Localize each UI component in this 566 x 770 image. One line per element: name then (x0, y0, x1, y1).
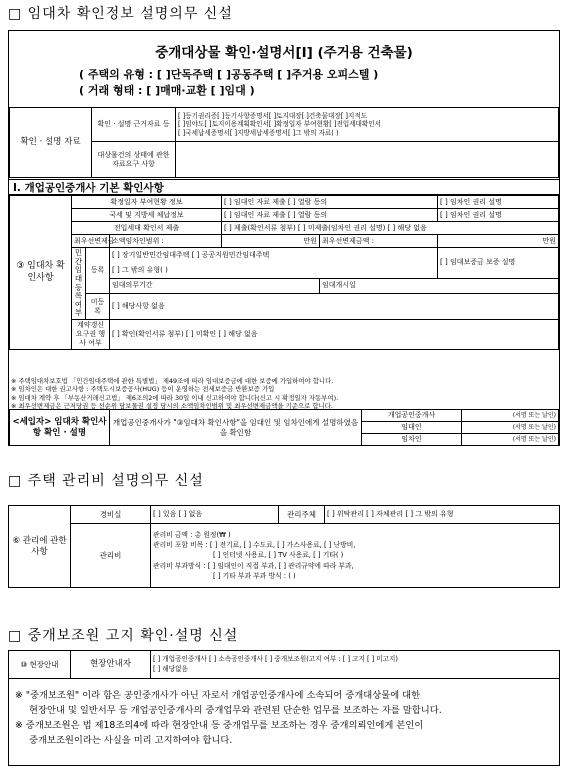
fee-method[interactable]: 관리비 부과방식 : [ ] 임대인이 직접 부과, [ ] 관리규약에 따라 부과, (153, 561, 354, 570)
confirm-title: <세입자> 임대차 확인사항 확인 · 설명 (10, 410, 110, 446)
fee-method[interactable]: [ ] 기타 부과 부과 방식 : ( ) (213, 571, 296, 580)
registered-label: 등록 (86, 248, 110, 294)
assistant-note: ※ "중개보조원" 이라 함은 공인중개사가 아닌 자로서 개업공인중개사에 소속되어 중개대상물에 대한 (15, 690, 421, 701)
row-option[interactable]: [ ] 임차인 권리 설명 (438, 196, 559, 209)
lease-form-box (8, 30, 560, 446)
section-title-assistant-notice: □ 중개보조원 고지 확인·설명 신설 (8, 628, 239, 644)
row-label: 전입세대 확인서 제출 (72, 222, 222, 235)
basis-item-line: [ ]등기권리증[ ]등기사항증명서[ ]토지대장[ ]건축물대장[ ]지적도 (178, 112, 368, 121)
assistant-note: 중개보조원이라는 사실을 미리 고지하여야 합니다. (29, 734, 233, 746)
role-agent: 개업공인중개사 (362, 410, 462, 422)
note-line: ※ 주택임대차보호법 「민간임대주택에 관한 특별법」 제49조에 따라 임대보증금에 대한 보증에 가입하여야 합니다. (11, 377, 334, 385)
management-label: ⑥ 관리에 관한사항 (9, 506, 71, 588)
field-guide-option[interactable]: [ ] 해당없음 (153, 664, 188, 673)
housing-type-line: ( 주택의 유형 : [ ]단독주택 [ ]공동주택 [ ]주거용 오피스텔 ) (79, 68, 379, 81)
note-line: ※ 임대차 계약 후 「부동산거래신고법」 제6조의2에 따라 30일 이내 신고하여야 합니다(신고 시 확정일자 자동부여). (11, 393, 339, 402)
manager-label: 관리주체 (279, 506, 325, 524)
row-option[interactable]: [ ] 제출(확인서류 첨부) [ ] 미제출(임차인 권리 설명) [ ] 해당 없음 (222, 222, 559, 235)
role-landlord: 임대인 (362, 422, 462, 434)
guard-label: 경비실 (71, 506, 151, 524)
unit-label: 만원 (438, 235, 559, 248)
section-title-lease-info: □ 임대차 확인정보 설명의무 신설 (8, 6, 233, 22)
field-guide-option[interactable]: [ ] 개업공인중개사 [ ] 소속공인중개사 [ ] 중개보조원(고지 여부 : [ ] 고지 [ ] 미고지) (153, 655, 398, 664)
unit-label: 만원 (222, 235, 320, 248)
signature-field[interactable]: (서명 또는 날인) (462, 434, 559, 446)
deposit-guarantee-option[interactable]: [ ] 임대보증금 보증 설명 (438, 248, 559, 279)
assistant-note: 현장안내 및 일반서무 등 개업공인중개사의 중개업무와 관련된 단순한 업무를 보조하는 자를 말합니다. (29, 704, 442, 716)
fee-items[interactable]: [ ] 인터넷 사용료, [ ] TV 사용료, [ ] 기타( ) (213, 551, 344, 560)
rental-start-label: 임대개시일 (320, 278, 559, 293)
basis-label: 확인 · 설명 자료 (10, 108, 92, 178)
field-guide-person-label: 현장안내자 (71, 651, 151, 679)
note-line: ※ 임차인은 대한 권고사항 : 주택도시보증공사(HUG) 등이 운영하는 전세보증금 반환보증 가입 (11, 385, 275, 394)
confirm-table (9, 409, 559, 446)
section-1-title: Ⅰ. 개업공인중개사 기본 확인사항 (9, 179, 559, 195)
lease-check-table (9, 195, 559, 350)
registered-option[interactable]: [ ] 그 밖의 유형( ) (110, 263, 438, 278)
unregistered-option[interactable]: [ ] 해당사항 없음 (110, 294, 559, 320)
basis-row1-label: 확인 · 설명 근거자료 등 (92, 108, 176, 142)
document-title: 중개대상물 확인·설명서[Ⅰ] (주거용 건축물) (155, 45, 413, 61)
row-label: 최우선변제금 (72, 235, 110, 248)
rental-period-label: 임대의무기간 (110, 278, 320, 293)
section-title-management-fee: □ 주택 관리비 설명의무 신설 (8, 473, 204, 489)
basis-item-line: [ ]임야도[ ]토지이용계획확인서[ ]확정일자 부여현황[ ]전입세대확인서 (178, 120, 382, 129)
row-label: 확정일자 부여현황 정보 (72, 196, 222, 209)
row-option[interactable]: [ ] 임차인 권리 설명 (438, 209, 559, 222)
basis-row2-label: 대상물건의 상태에 관한 자료요구 사항 (92, 142, 176, 178)
fee-label: 관리비 (71, 524, 151, 588)
renewal-label: 계약갱신 요구권 행사 여부 (72, 320, 110, 350)
assistant-note: ※ 중개보조원은 법 제18조의4에 따라 현장안내 등 중개업무를 보조하는 경우 중개의뢰인에게 본인이 (15, 719, 424, 731)
field-guide-label: ⑩ 현장안내 (9, 651, 71, 679)
management-table (8, 505, 560, 588)
renewal-option[interactable]: [ ] 확인(확인서류 첨부) [ ] 미확인 [ ] 해당 없음 (110, 320, 559, 350)
confirm-text: 개업공인중개사가 "③임대차 확인사항"을 임대인 및 임차인에게 설명하였음을 확인함 (110, 410, 362, 446)
basis-table (9, 107, 559, 178)
private-rental-label: 민간 임대 등록 여부 (72, 248, 86, 320)
field-guide-table (8, 650, 560, 679)
signature-field[interactable]: (서명 또는 날인) (462, 410, 559, 422)
unregistered-label: 미등록 (86, 294, 110, 320)
basis-row2-value[interactable] (176, 142, 559, 178)
deal-type-line: ( 거래 형태 : [ ]매매·교환 [ ]임대 ) (79, 84, 255, 97)
note-line: ※ 최우선변제금은 근저당권 등 선순위 담보물권 설정 당시의 소액임차인범위 및 최우선변제금액을 기준으로 합니다. (11, 401, 333, 410)
signature-field[interactable]: (서명 또는 날인) (462, 422, 559, 434)
fee-amount[interactable]: 관리비 금액 : 총 원정(₩ ) (153, 531, 231, 540)
registered-option[interactable]: [ ] 장기일반민간임대주택 [ ] 공공지원민간임대주택 (110, 248, 438, 263)
guard-option[interactable]: [ ] 있음 [ ] 없음 (151, 506, 279, 524)
priority-amount-label: 최우선변제금액 : (320, 235, 438, 248)
manager-option[interactable]: [ ] 위탁관리 [ ] 자체관리 [ ] 그 밖의 유형 (325, 506, 560, 524)
basis-item-line: [ ]국세납세증명서[ ]지방세납세증명서[ ]그 밖의 자료( ) (178, 128, 339, 137)
role-tenant: 임차인 (362, 434, 462, 446)
lease-check-label: ③ 임대차 확인사항 (10, 196, 72, 350)
row-option[interactable]: [ ] 임대인 자료 제출 [ ] 열람 동의 (222, 196, 438, 209)
fee-items[interactable]: 관리비 포함 비목 : [ ] 전기료, [ ] 수도료, [ ] 가스사용료, [ ] 난방비, (153, 541, 356, 550)
small-tenant-range-label: 소액임차인범위 : (110, 235, 222, 248)
field-guide-box (8, 650, 560, 766)
row-option[interactable]: [ ] 임대인 자료 제출 [ ] 열람 동의 (222, 209, 438, 222)
row-label: 국세 및 지방세 체납정보 (72, 209, 222, 222)
